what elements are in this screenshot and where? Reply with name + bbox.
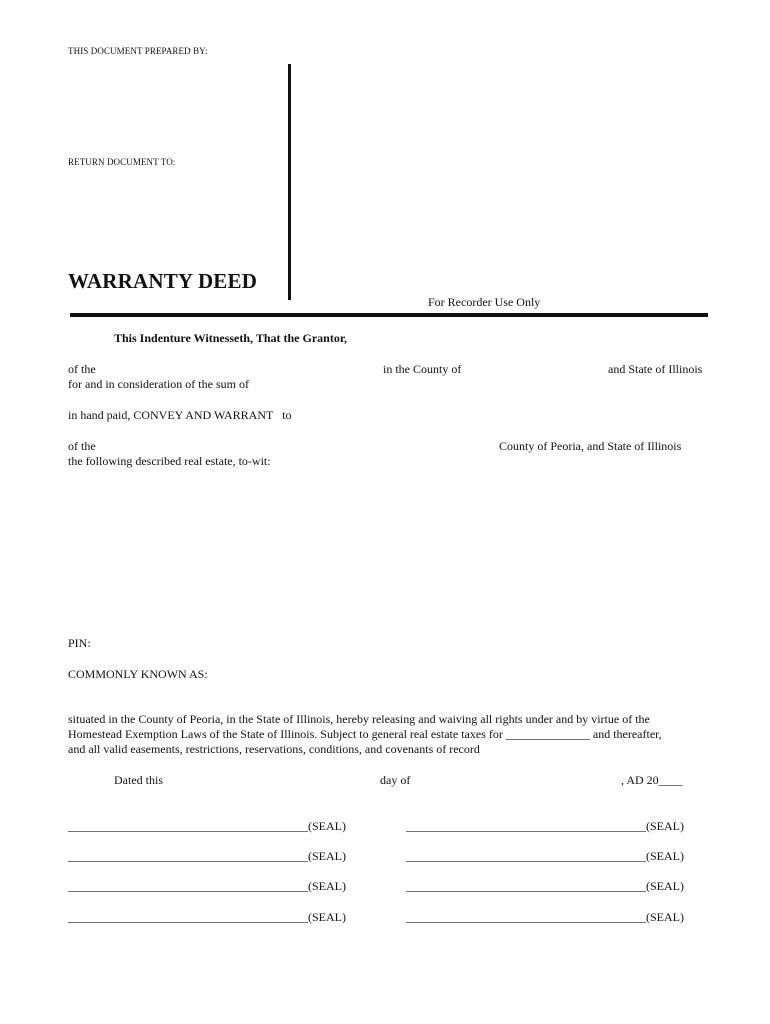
convey-warrant-line: in hand paid, CONVEY AND WARRANT to bbox=[68, 408, 292, 422]
year-label: , AD 20____ bbox=[621, 773, 683, 787]
indenture-heading: This Indenture Witnesseth, That the Grantor, bbox=[114, 331, 348, 345]
day-of-label: day of bbox=[380, 773, 411, 787]
signature-line-left-1: ________________________________________(SEAL) bbox=[68, 819, 346, 833]
situated-line-2: Homestead Exemption Laws of the State of Illinois. Subject to general real estate taxes for ______________ and thereafter, bbox=[68, 727, 662, 741]
recorder-note: For Recorder Use Only bbox=[428, 295, 541, 309]
commonly-known-label: COMMONLY KNOWN AS: bbox=[68, 667, 208, 681]
pin-label: PIN: bbox=[68, 636, 91, 650]
document-title: WARRANTY DEED bbox=[68, 269, 258, 293]
signature-line-left-2: ________________________________________(SEAL) bbox=[68, 849, 346, 863]
situated-line-1: situated in the County of Peoria, in the State of Illinois, hereby releasing and waiving all rights under and by virtue of the bbox=[68, 712, 650, 726]
signature-line-right-1: ________________________________________(SEAL) bbox=[406, 819, 684, 833]
grantor-state: and State of Illinois bbox=[608, 362, 703, 376]
signature-line-left-4: ________________________________________(SEAL) bbox=[68, 910, 346, 924]
dated-this-label: Dated this bbox=[114, 773, 163, 787]
grantee-county-state: County of Peoria, and State of Illinois bbox=[499, 439, 682, 453]
signature-line-right-3: ________________________________________(SEAL) bbox=[406, 879, 684, 893]
signature-line-right-4: ________________________________________(SEAL) bbox=[406, 910, 684, 924]
recorder-divider bbox=[288, 64, 291, 300]
grantor-of-the: of the bbox=[68, 362, 96, 376]
grantor-county-label: in the County of bbox=[383, 362, 462, 376]
signature-line-right-2: ________________________________________(SEAL) bbox=[406, 849, 684, 863]
return-to-label: RETURN DOCUMENT TO: bbox=[68, 157, 176, 167]
legal-description-intro: the following described real estate, to-wit: bbox=[68, 454, 271, 468]
situated-line-3: and all valid easements, restrictions, reservations, conditions, and covenants of record bbox=[68, 742, 480, 756]
header-rule bbox=[70, 313, 708, 317]
grantee-of-the: of the bbox=[68, 439, 96, 453]
prepared-by-label: THIS DOCUMENT PREPARED BY: bbox=[68, 46, 208, 56]
signature-line-left-3: ________________________________________(SEAL) bbox=[68, 879, 346, 893]
consideration-line: for and in consideration of the sum of bbox=[68, 377, 249, 391]
